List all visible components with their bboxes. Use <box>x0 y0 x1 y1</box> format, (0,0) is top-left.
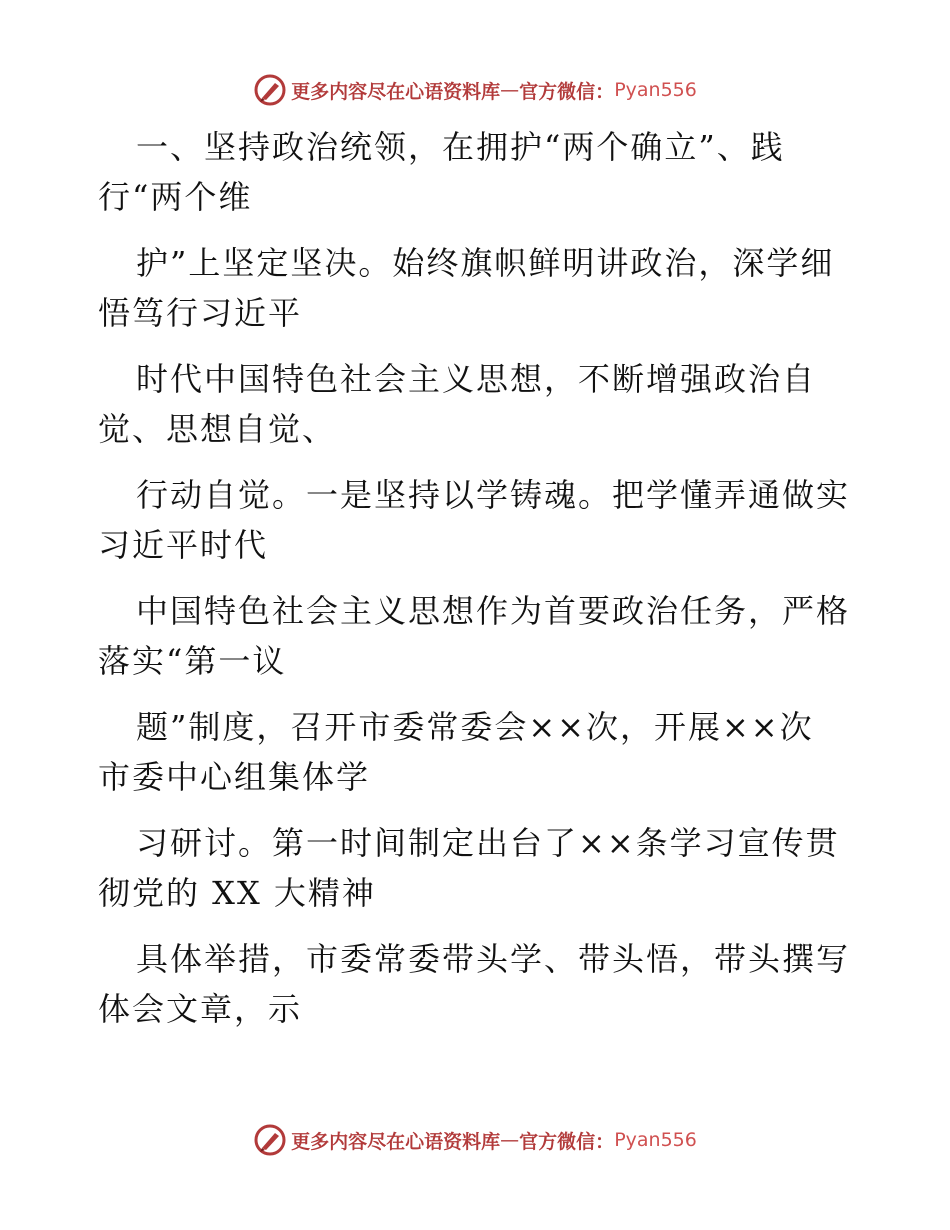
paragraph <box>98 934 858 1034</box>
document-body <box>98 122 858 1034</box>
paragraph-line: 护”上坚定坚决。始终旗帜鲜明讲政治，深学细 <box>136 244 835 282</box>
paragraph-line: 习研讨。第一时间制定出台了××条学习宣传贯 <box>136 824 840 862</box>
paragraph-line: 觉、思想自觉、 <box>98 410 337 448</box>
banner-official-label: 官方微信： <box>519 1130 615 1153</box>
header-banner <box>0 70 950 110</box>
paragraph <box>98 702 858 802</box>
paragraph <box>98 354 858 454</box>
paragraph <box>98 586 858 686</box>
paragraph <box>98 238 858 338</box>
paragraph-line: 彻党的 XX 大精神 <box>98 874 376 912</box>
paragraph-line: 行“两个维 <box>98 178 253 216</box>
paragraph-line: 题”制度，召开市委常委会××次，开展××次 <box>136 708 814 746</box>
banner-dash: — <box>500 79 520 101</box>
banner-wechat-id: Pyan556 <box>614 1129 697 1151</box>
paragraph-line: 一、坚持政治统领，在拥护“两个确立”、践 <box>136 128 785 166</box>
footer-banner <box>0 1120 950 1160</box>
paragraph-line: 习近平时代 <box>98 526 269 564</box>
paragraph-line: 行动自觉。一是坚持以学铸魂。把学懂弄通做实 <box>136 476 851 514</box>
banner-wechat-id: Pyan556 <box>614 79 697 101</box>
pen-logo-icon <box>253 1123 287 1157</box>
paragraph-line: 体会文章，示 <box>98 990 303 1028</box>
paragraph <box>98 122 858 222</box>
paragraph <box>98 818 858 918</box>
paragraph-line: 时代中国特色社会主义思想，不断增强政治自 <box>136 360 817 398</box>
banner-text: 更多内容尽在心语资料库 <box>291 80 501 103</box>
paragraph <box>98 470 858 570</box>
paragraph-line: 悟笃行习近平 <box>98 294 303 332</box>
pen-logo-icon <box>253 73 287 107</box>
paragraph-line: 落实“第一议 <box>98 642 287 680</box>
paragraph-line: 具体举措，市委常委带头学、带头悟，带头撰写 <box>136 940 851 978</box>
banner-official-label: 官方微信： <box>519 80 615 103</box>
paragraph-line: 中国特色社会主义思想作为首要政治任务，严格 <box>136 592 851 630</box>
banner-text: 更多内容尽在心语资料库 <box>291 1130 501 1153</box>
banner-dash: — <box>500 1129 520 1151</box>
paragraph-line: 市委中心组集体学 <box>98 758 371 796</box>
